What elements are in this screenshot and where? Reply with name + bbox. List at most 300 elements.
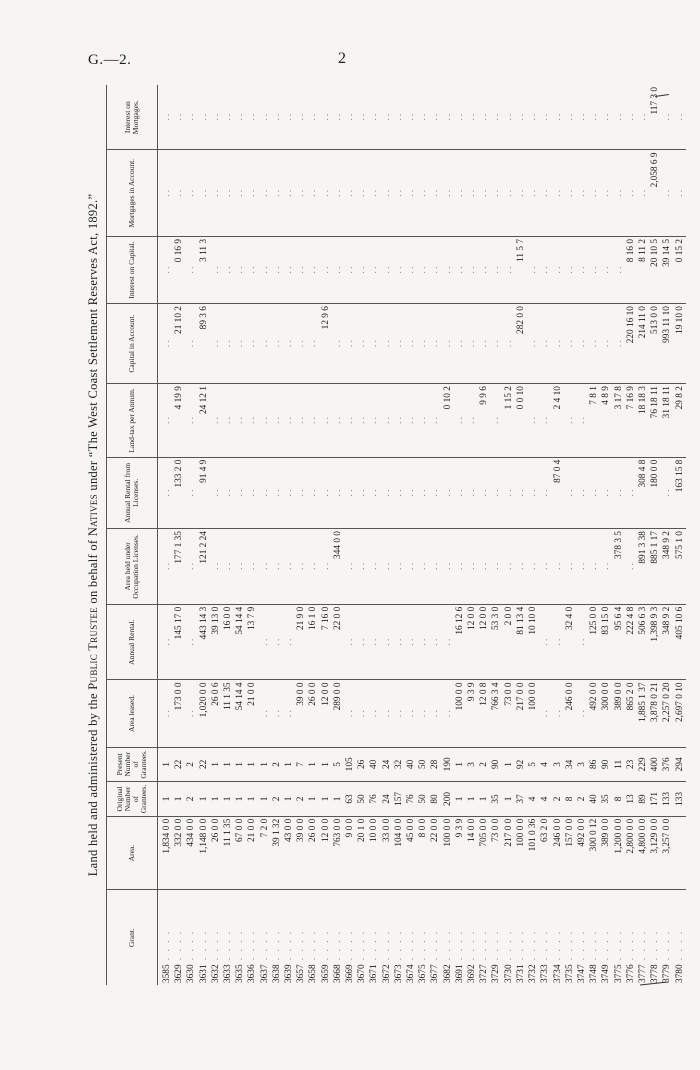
cell-occ: . . xyxy=(295,529,307,605)
cell-grant: 3668 . . . . xyxy=(332,890,344,985)
cell-orig: 1 xyxy=(246,782,258,817)
table-row xyxy=(600,85,612,985)
cell-leased: . . xyxy=(356,680,368,747)
cell-pres: 5 xyxy=(527,747,539,782)
cell-leased: 26 0 6 xyxy=(210,680,222,747)
cell-occ: . . xyxy=(466,529,478,605)
cell-tax: . . xyxy=(295,384,307,458)
cell-mort: . . xyxy=(490,150,502,237)
cell-lic: . . xyxy=(539,457,551,528)
cell-grant: 3675 . . . . xyxy=(417,890,429,985)
cell-orig: 13 xyxy=(625,782,637,817)
cell-occ: . . xyxy=(283,529,295,605)
cell-orig: 63 xyxy=(344,782,356,817)
cell-capital: . . xyxy=(332,304,344,384)
cell-rental: . . xyxy=(405,604,417,680)
cell-grant: 3585 . . . . xyxy=(158,890,174,985)
table-row xyxy=(295,85,307,985)
cell-tax: 2 4 10 xyxy=(552,384,564,458)
cell-pres: 1 xyxy=(158,747,174,782)
cell-leased: . . xyxy=(158,680,174,747)
cell-interest: 8 16 0 xyxy=(625,237,637,304)
cell-area: 705 0 0 xyxy=(478,816,490,890)
cell-tax: . . xyxy=(158,384,174,458)
cell-tax: . . xyxy=(454,384,466,458)
cell-tax: . . xyxy=(466,384,478,458)
cell-area: 300 0 12 xyxy=(588,816,600,890)
cell-grant: 3749 . . . . xyxy=(600,890,612,985)
cell-interest: 20 10 5 xyxy=(649,237,661,304)
cell-orig: 40 xyxy=(588,782,600,817)
page-number: 2 xyxy=(338,50,346,67)
cell-area: 14 0 0 xyxy=(466,816,478,890)
cell-leased: . . xyxy=(283,680,295,747)
caption-natives: Natives xyxy=(86,494,100,537)
cell-capital: 89 3 6 xyxy=(198,304,210,384)
cell-orig: 2 xyxy=(576,782,588,817)
cell-orig: 1 xyxy=(234,782,246,817)
cell-interest: . . xyxy=(320,237,332,304)
cell-capital: 19 10 0 xyxy=(674,304,686,384)
cell-capital: . . xyxy=(442,304,454,384)
cell-orig: 1 xyxy=(478,782,490,817)
cell-pres: 1 xyxy=(259,747,271,782)
table-row xyxy=(222,85,234,985)
cell-mint: . . xyxy=(406,113,417,121)
column-header: Original Number of Grantees. xyxy=(107,782,158,817)
cell-orig: 2 xyxy=(271,782,283,817)
cell-area: 7 2 0 xyxy=(259,816,271,890)
cell-grant: 3732 . . . . xyxy=(527,890,539,985)
cell-grant: 3658 . . . . xyxy=(307,890,319,985)
cell-mort: . . xyxy=(637,150,649,237)
cell-orig: 89 xyxy=(637,782,649,817)
cell-mort: . . xyxy=(417,150,429,237)
cell-interest: . . xyxy=(210,237,222,304)
table-row xyxy=(661,85,673,985)
cell-pres: 2 xyxy=(185,747,197,782)
cell-mint: . . xyxy=(564,113,575,121)
cell-occ: . . xyxy=(527,529,539,605)
cell-occ: 121 2 24 xyxy=(198,529,210,605)
cell-rental: . . xyxy=(185,604,197,680)
cell-leased: 217 0 0 xyxy=(515,680,527,747)
cell-leased: 21 0 0 xyxy=(246,680,258,747)
table-row xyxy=(198,85,210,985)
cell-occ: 344 0 0 xyxy=(332,529,344,605)
table-row xyxy=(588,85,600,985)
cell-capital: . . xyxy=(588,304,600,384)
cell-pres: 23 xyxy=(625,747,637,782)
cell-interest: 0 15 2 xyxy=(674,237,686,304)
cell-mint: . . xyxy=(259,113,270,121)
cell-mort: . . xyxy=(271,150,283,237)
cell-rental: . . xyxy=(429,604,441,680)
cell-mint: . . xyxy=(515,113,526,121)
cell-mort: . . xyxy=(625,150,637,237)
cell-rental: 95 6 4 xyxy=(613,604,625,680)
cell-mint: . . xyxy=(662,113,673,121)
cell-interest: . . xyxy=(307,237,319,304)
cell-orig: 200 xyxy=(442,782,454,817)
cell-rental: . . xyxy=(417,604,429,680)
cell-interest: 11 5 7 xyxy=(515,237,527,304)
cell-tax: . . xyxy=(185,384,197,458)
cell-interest: . . xyxy=(503,237,515,304)
table-row xyxy=(185,85,197,985)
table-row xyxy=(625,85,637,985)
cell-rental: 145 17 0 xyxy=(173,604,185,680)
cell-interest: . . xyxy=(393,237,405,304)
cell-leased: . . xyxy=(576,680,588,747)
cell-tax: . . xyxy=(405,384,417,458)
cell-grant: 3630 . . . . xyxy=(185,890,197,985)
cell-area: 157 0 0 xyxy=(564,816,576,890)
cell-leased: 100 0 0 xyxy=(454,680,466,747)
cell-grant: 3731 . . . . xyxy=(515,890,527,985)
cell-capital: . . xyxy=(368,304,380,384)
cell-grant: 3775 . . . . xyxy=(613,890,625,985)
cell-orig: 1 xyxy=(222,782,234,817)
cell-lic: . . xyxy=(613,457,625,528)
cell-area: 104 0 0 xyxy=(393,816,405,890)
cell-mint: . . xyxy=(491,113,502,121)
cell-occ: . . xyxy=(158,529,174,605)
cell-tax: 24 12 1 xyxy=(198,384,210,458)
cell-rental: 405 10 6 xyxy=(674,604,686,680)
column-header: Mortgages in Account. xyxy=(107,150,158,237)
cell-mort: 2,058 6 9 xyxy=(649,150,661,237)
cell-mint: . . xyxy=(467,113,478,121)
cell-orig: 1 xyxy=(466,782,478,817)
cell-capital: . . xyxy=(259,304,271,384)
cell-mint: . . xyxy=(369,113,380,121)
cell-rental: 13 7 9 xyxy=(246,604,258,680)
cell-pres: 86 xyxy=(588,747,600,782)
cell-rental: . . xyxy=(442,604,454,680)
column-header: Annual Rental. xyxy=(107,604,158,680)
cell-interest: . . xyxy=(332,237,344,304)
cell-grant: 3776 . . . . xyxy=(625,890,637,985)
cell-grant: 3779 . . . . xyxy=(661,890,673,985)
cell-area: 33 0 0 xyxy=(381,816,393,890)
cell-orig: 133 xyxy=(674,782,686,817)
cell-grant: 3727 . . . . xyxy=(478,890,490,985)
cell-area: 332 0 0 xyxy=(173,816,185,890)
cell-leased: 2,697 0 10 xyxy=(674,680,686,747)
cell-grant: 3671 . . . . xyxy=(368,890,380,985)
cell-grant: 3659 . . . . xyxy=(320,890,332,985)
cell-pres: 3 xyxy=(552,747,564,782)
cell-grant: 3639 . . . . xyxy=(283,890,295,985)
cell-orig: 133 xyxy=(661,782,673,817)
table-row xyxy=(564,85,576,985)
cell-rental: 53 3 0 xyxy=(490,604,502,680)
cell-mint: . . xyxy=(174,113,185,121)
cell-mint: . . xyxy=(345,113,356,121)
table-row xyxy=(637,85,649,985)
cell-leased: 2,257 0 20 xyxy=(661,680,673,747)
cell-interest: . . xyxy=(454,237,466,304)
cell-mort: . . xyxy=(307,150,319,237)
cell-area: 26 0 0 xyxy=(307,816,319,890)
table-row xyxy=(307,85,319,985)
cell-area: 26 0 0 xyxy=(210,816,222,890)
cell-tax: . . xyxy=(320,384,332,458)
cell-interest: . . xyxy=(283,237,295,304)
cell-interest: . . xyxy=(295,237,307,304)
table-row xyxy=(552,85,564,985)
cell-leased: . . xyxy=(442,680,454,747)
cell-mint: . . xyxy=(576,113,587,121)
cell-mint: . . xyxy=(235,113,246,121)
cell-occ: . . xyxy=(564,529,576,605)
cell-mort: . . xyxy=(576,150,588,237)
cell-leased: 54 14 4 xyxy=(234,680,246,747)
cell-pres: 190 xyxy=(442,747,454,782)
column-header: Grant. xyxy=(107,890,158,985)
cell-capital: . . xyxy=(478,304,490,384)
cell-interest: 39 14 5 xyxy=(661,237,673,304)
cell-orig: 8 xyxy=(564,782,576,817)
cell-mint: . . xyxy=(223,113,234,121)
cell-capital: . . xyxy=(613,304,625,384)
cell-occ: . . xyxy=(478,529,490,605)
cell-grant: 3691 . . . . xyxy=(454,890,466,985)
cell-pres: 400 xyxy=(649,747,661,782)
cell-orig: 171 xyxy=(649,782,661,817)
cell-leased: 300 0 0 xyxy=(600,680,612,747)
table-row xyxy=(442,85,454,985)
cell-rental: 22 0 0 xyxy=(332,604,344,680)
cell-lic: . . xyxy=(466,457,478,528)
cell-orig: 2 xyxy=(185,782,197,817)
cell-mint: . . xyxy=(381,113,392,121)
cell-occ: . . xyxy=(503,529,515,605)
cell-mint: 117 3 0 xyxy=(650,87,661,115)
table-row xyxy=(576,85,588,985)
cell-leased: 73 0 0 xyxy=(503,680,515,747)
cell-lic: . . xyxy=(490,457,502,528)
table-row xyxy=(674,85,686,985)
cell-mort: . . xyxy=(674,150,686,237)
cell-mort: . . xyxy=(259,150,271,237)
caption-prefix: Land held and administered by the xyxy=(86,693,100,877)
cell-rental: 125 0 0 xyxy=(588,604,600,680)
cell-mort: . . xyxy=(515,150,527,237)
table-row xyxy=(158,85,174,985)
cell-lic: . . xyxy=(295,457,307,528)
cell-grant: 3735 . . . . xyxy=(564,890,576,985)
table-row xyxy=(649,85,661,985)
cell-capital: . . xyxy=(246,304,258,384)
cell-pres: 1 xyxy=(222,747,234,782)
cell-pres: 229 xyxy=(637,747,649,782)
cell-pres: 2 xyxy=(271,747,283,782)
cell-area: 4,800 0 0 xyxy=(637,816,649,890)
cell-capital: . . xyxy=(417,304,429,384)
cell-tax: . . xyxy=(490,384,502,458)
cell-capital: 214 11 0 xyxy=(637,304,649,384)
cell-grant: 3672 . . . . xyxy=(381,890,393,985)
cell-pres: 40 xyxy=(368,747,380,782)
cell-occ: 348 9 2 xyxy=(661,529,673,605)
cell-orig: 50 xyxy=(356,782,368,817)
cell-interest: . . xyxy=(576,237,588,304)
cell-tax: . . xyxy=(564,384,576,458)
cell-lic: . . xyxy=(332,457,344,528)
table-row xyxy=(405,85,417,985)
cell-leased: 246 0 0 xyxy=(564,680,576,747)
cell-mort: . . xyxy=(466,150,478,237)
cell-mint: . . xyxy=(528,113,539,121)
cell-rental: . . xyxy=(381,604,393,680)
cell-area: 101 0 36 xyxy=(527,816,539,890)
cell-pres: 3 xyxy=(576,747,588,782)
reserves-table xyxy=(106,85,686,985)
cell-mort: . . xyxy=(198,150,210,237)
cell-capital: . . xyxy=(307,304,319,384)
column-header: Annual Rental from Licenses. xyxy=(107,457,158,528)
cell-lic: . . xyxy=(600,457,612,528)
cell-occ: 575 1 0 xyxy=(674,529,686,605)
cell-interest: . . xyxy=(381,237,393,304)
cell-tax: . . xyxy=(527,384,539,458)
cell-leased: . . xyxy=(405,680,417,747)
cell-mort: . . xyxy=(158,150,174,237)
cell-rental: . . xyxy=(158,604,174,680)
cell-mort: . . xyxy=(600,150,612,237)
cell-mint: . . xyxy=(503,113,514,121)
cell-orig: 2 xyxy=(295,782,307,817)
cell-leased: . . xyxy=(344,680,356,747)
cell-lic: . . xyxy=(307,457,319,528)
cell-mint: . . xyxy=(162,113,172,121)
cell-pres: 7 xyxy=(295,747,307,782)
column-header: Land-tax per Annum. xyxy=(107,384,158,458)
cell-occ: . . xyxy=(552,529,564,605)
cell-area: 11 1 35 xyxy=(222,816,234,890)
cell-mort: . . xyxy=(295,150,307,237)
cell-lic: 87 0 4 xyxy=(552,457,564,528)
cell-pres: 1 xyxy=(283,747,295,782)
cell-pres: 50 xyxy=(417,747,429,782)
cell-tax: 3 17 8 xyxy=(613,384,625,458)
cell-area: 9 3 9 xyxy=(454,816,466,890)
cell-leased: 173 0 0 xyxy=(173,680,185,747)
table-row xyxy=(381,85,393,985)
cell-capital: . . xyxy=(185,304,197,384)
cell-area: 10 0 0 xyxy=(368,816,380,890)
cell-orig: 76 xyxy=(405,782,417,817)
cell-rental: . . xyxy=(552,604,564,680)
cell-leased: 492 0 0 xyxy=(588,680,600,747)
cell-leased: 12 0 8 xyxy=(478,680,490,747)
cell-occ: . . xyxy=(210,529,222,605)
cell-pres: 1 xyxy=(503,747,515,782)
cell-mort: . . xyxy=(356,150,368,237)
cell-rental: . . xyxy=(344,604,356,680)
cell-area: 100 0 0 xyxy=(515,816,527,890)
cell-orig: 35 xyxy=(490,782,502,817)
cell-interest: . . xyxy=(234,237,246,304)
cell-grant: 3748 . . . . xyxy=(588,890,600,985)
cell-lic: . . xyxy=(417,457,429,528)
cell-mint: . . xyxy=(674,113,685,121)
cell-pres: 376 xyxy=(661,747,673,782)
cell-area: 43 0 0 xyxy=(283,816,295,890)
cell-tax: 7 16 9 xyxy=(625,384,637,458)
table-header xyxy=(107,85,158,985)
cell-capital: . . xyxy=(552,304,564,384)
table-row xyxy=(283,85,295,985)
cell-occ: . . xyxy=(405,529,417,605)
cell-mort: . . xyxy=(332,150,344,237)
caption-trustee: Public Trustee xyxy=(86,607,100,690)
cell-capital: . . xyxy=(564,304,576,384)
column-header: Capital in Account. xyxy=(107,304,158,384)
cell-capital: 993 11 10 xyxy=(661,304,673,384)
cell-mort: . . xyxy=(552,150,564,237)
cell-capital: . . xyxy=(405,304,417,384)
cell-occ: . . xyxy=(222,529,234,605)
cell-rental: 506 6 3 xyxy=(637,604,649,680)
cell-area: 8 0 0 xyxy=(417,816,429,890)
cell-leased: 11 1 35 xyxy=(222,680,234,747)
cell-area xyxy=(674,816,686,890)
cell-interest: . . xyxy=(478,237,490,304)
cell-mint: . . xyxy=(198,113,209,121)
cell-capital: . . xyxy=(234,304,246,384)
cell-rental: 54 14 4 xyxy=(234,604,246,680)
cell-leased: . . xyxy=(381,680,393,747)
cell-mort: . . xyxy=(564,150,576,237)
cell-occ: . . xyxy=(356,529,368,605)
cell-area: 246 0 0 xyxy=(552,816,564,890)
cell-area: 45 0 0 xyxy=(405,816,417,890)
cell-capital: . . xyxy=(210,304,222,384)
cell-interest: 3 11 3 xyxy=(198,237,210,304)
cell-occ: . . xyxy=(344,529,356,605)
cell-rental: 222 4 8 xyxy=(625,604,637,680)
column-header: Interest on Mortgages. xyxy=(107,85,158,150)
cell-pres: 4 xyxy=(539,747,551,782)
cell-grant: 3673 . . . . xyxy=(393,890,405,985)
cell-occ: 177 1 35 xyxy=(173,529,185,605)
cell-rental: 16 12 6 xyxy=(454,604,466,680)
cell-grant: 3631 . . . . xyxy=(198,890,210,985)
cell-leased: . . xyxy=(271,680,283,747)
table-row xyxy=(368,85,380,985)
cell-lic: . . xyxy=(503,457,515,528)
cell-pres: 40 xyxy=(405,747,417,782)
cell-rental: 16 0 0 xyxy=(222,604,234,680)
cell-capital: . . xyxy=(295,304,307,384)
cell-rental: . . xyxy=(283,604,295,680)
table-row xyxy=(246,85,258,985)
cell-grant: 3635 . . . . xyxy=(234,890,246,985)
cell-interest: . . xyxy=(271,237,283,304)
cell-occ: . . xyxy=(307,529,319,605)
cell-interest: . . xyxy=(158,237,174,304)
cell-leased: . . xyxy=(393,680,405,747)
cell-occ: . . xyxy=(393,529,405,605)
cell-occ: . . xyxy=(454,529,466,605)
cell-leased: . . xyxy=(539,680,551,747)
column-header: Present Number of Grantees. xyxy=(107,747,158,782)
table-row xyxy=(429,85,441,985)
cell-mint: . . xyxy=(540,113,551,121)
